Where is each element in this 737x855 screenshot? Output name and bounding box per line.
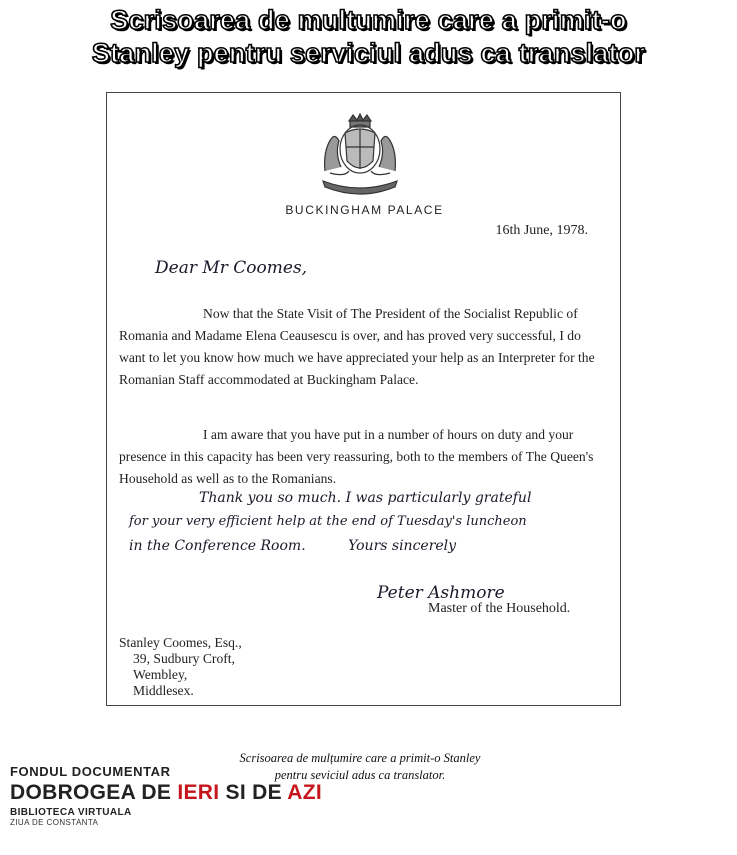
handwritten-line-3 [129,534,619,558]
salutation: Dear Mr Coomes, [155,258,308,278]
page-title-line2: Stanley pentru serviciul adus ca translator [91,38,646,68]
paragraph-2-text: I am aware that you have put in a number of hours on duty and your presence in this capacity has been very reassuring, both to the members of The Queen's Household as well as to the Romanians. [119,427,594,486]
letter-scan [106,92,621,706]
source-logo [10,764,322,827]
address-line-2: 39, Sudbury Croft, [133,651,235,666]
page-title-line1: Scrisoarea de multumire care a primit-o [110,5,627,35]
paragraph-2 [119,424,609,490]
paragraph-1 [119,303,609,391]
letter-date: 16th June, 1978. [495,223,588,238]
logo-line-4: ZIUA DE CONSTANTA [10,818,99,827]
signature: Peter Ashmore [377,583,505,603]
logo-word-ieri: IERI [177,781,220,804]
address-line-1: Stanley Coomes, Esq., [119,635,242,650]
address-line-3: Wembley, [133,667,188,682]
recipient-address [119,635,242,699]
handwritten-closing: Yours sincerely [348,538,457,554]
caption-line-1: Scrisoarea de mulțumire care a primit-o Stanley [239,751,481,765]
logo-word-azi: AZI [287,781,322,804]
logo-line-2 [10,781,322,805]
letterhead-palace: BUCKINGHAM PALACE [285,203,444,217]
paragraph-1-text: Now that the State Visit of The President of the Socialist Republic of Romania and Madame Elena Ceausescu is over, and has proved very successful, I do want to let you know how much we have appreciated your help as an Interpreter for the Romanian Staff accommodated at Buckingham Palace. [119,306,595,387]
logo-word-dobrogea: DOBROGEA DE [10,781,178,804]
handwritten-line-2: for your very efficient help at the end of Tuesday's luncheon [129,514,527,529]
logo-line-3: BIBLIOTECA VIRTUALA [10,807,132,818]
handwritten-note [129,486,619,558]
address-line-4: Middlesex. [133,683,194,698]
caption-line-2: pentru seviciul adus ca translator. [274,768,446,782]
handwritten-line-1: Thank you so much. I was particularly grateful [199,490,532,506]
signatory-title: Master of the Household. [428,601,571,616]
logo-word-si-de: SI DE [219,781,288,804]
page-title [0,4,737,70]
handwritten-line-3-text: in the Conference Room. [129,538,306,554]
royal-coat-of-arms-icon [305,111,415,201]
logo-line-1: FONDUL DOCUMENTAR [10,764,171,779]
